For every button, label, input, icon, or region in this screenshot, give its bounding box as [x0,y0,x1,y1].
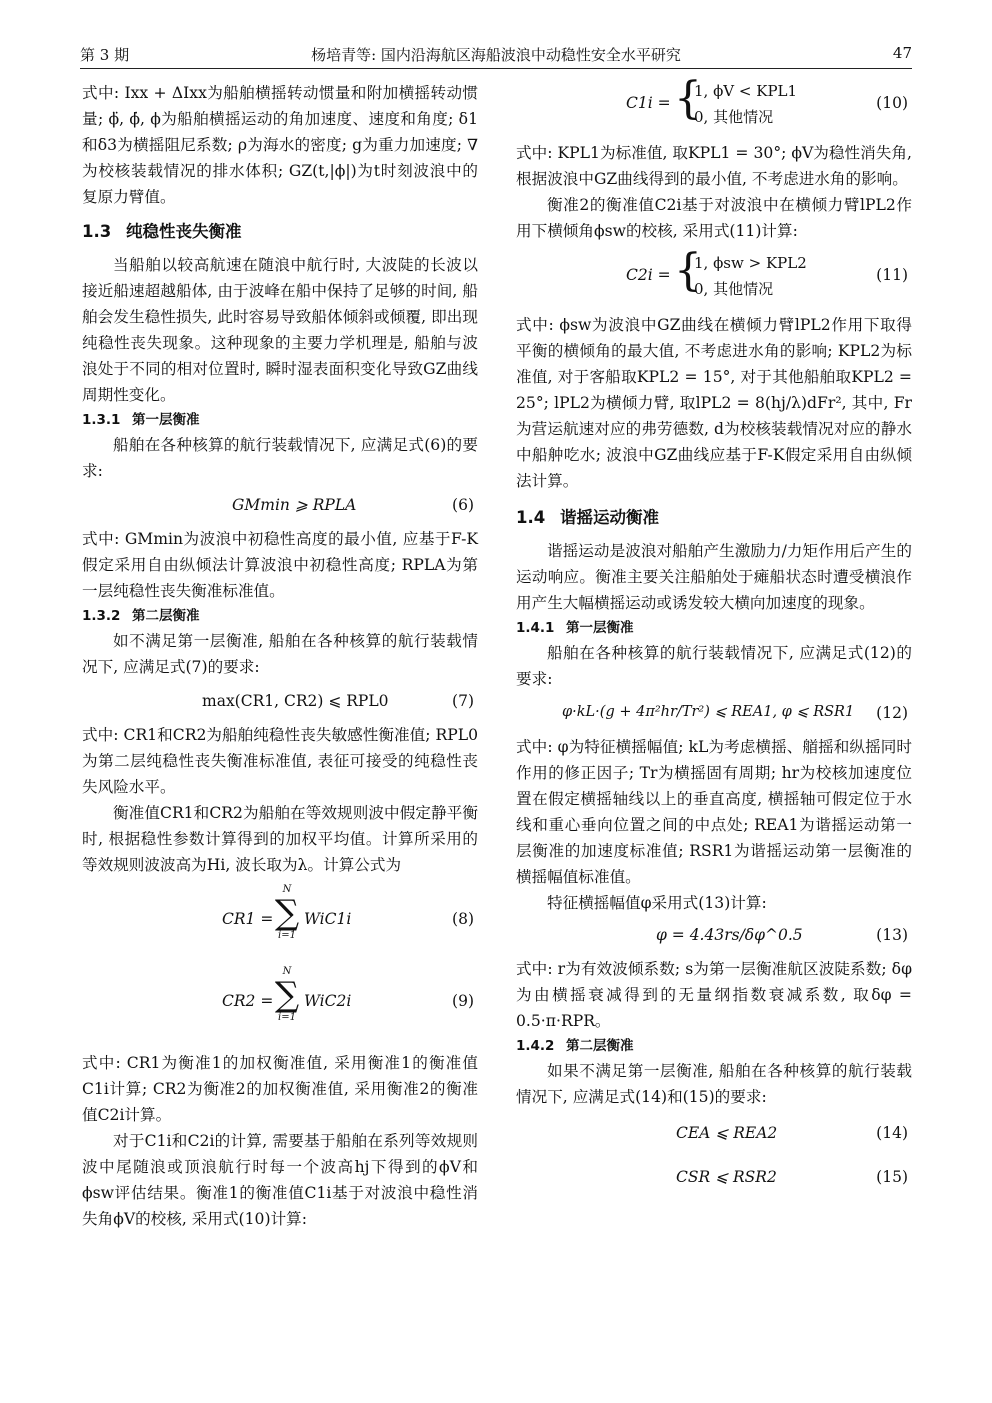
equation-10: C1i = { 1, ϕV < KPL1 0, 其他情况 (10) [626,73,908,126]
subsection-heading-1-4-1: 1.4.1 第一层衡准 [516,620,634,636]
paragraph: 如果不满足第一层衡准, 船舶在各种核算的航行装载情况下, 应满足式(14)和(15)的要求: [516,1062,912,1106]
subsection-heading-1-4-2: 1.4.2 第二层衡准 [516,1038,634,1054]
paragraph: 式中: r为有效波倾系数; s为第一层衡准航区波陡系数; δφ为由横摇衰减得到的无量纲指数衰减系数, 取δφ = 0.5·π·RPR。 [516,960,912,1030]
brace: { [674,73,702,124]
summation-sign: N ∑ i=1 [274,884,300,941]
equation-9: CR2 = N ∑ i=1 WiC2i (9) [222,966,474,1023]
equation-14: CEA ⩽ REA2 (14) [676,1124,908,1142]
page-number: 47 [892,44,912,62]
paragraph: 对于C1i和C2i的计算, 需要基于船舶在系列等效规则波中尾随浪或顶浪航行时每一个波高hj下得到的ϕV和ϕsw评估结果。衡准1的衡准值C1i基于对波浪中稳性消失角ϕV的校核, 采用式(10)计算: [82,1132,478,1228]
paragraph: 式中: ϕsw为波浪中GZ曲线在横倾力臂lPL2作用下取得平衡的横倾角的最大值, 不考虑进水角的影响; KPL2为标准值, 对于客船取KPL2 = 15°, 对于其他船舶取KPL2 = 25°; lPL2为横倾力臂, 取lPL2 = 8(hj/λ)dFr², 其中, Fr为营运航速对应的弗劳德数, d为校核装载情况对应的静水中船舯吃水; 波浪中GZ曲线应基于F-K假定采用自由纵倾法计算。 [516,316,912,490]
paragraph: 式中: φ为特征横摇幅值; kL为考虑横摇、艏摇和纵摇同时作用的修正因子; Tr为横摇固有周期; hr为校核加速度位置在假定横摇轴线以上的垂直高度, 横摇轴可假定位于水线和重心垂向位置之间的中点处; REA1为谐摇运动第一层衡准的加速度标准值; RSR1为谐摇运动第一层衡准的横摇幅值标准值。 [516,738,912,886]
equation-15: CSR ⩽ RSR2 (15) [676,1168,908,1186]
paragraph: 谐摇运动是波浪对船舶产生激励力/力矩作用后产生的运动响应。衡准主要关注船舶处于瘫船状态时遭受横浪作用产生大幅横摇运动或诱发较大横向加速度的现象。 [516,542,912,612]
equation-6: GMmin ⩾ RPLA (6) [232,496,474,514]
equation-7: max(CR1, CR2) ⩽ RPL0 (7) [202,692,474,710]
issue-number: 第 3 期 [80,46,130,64]
paragraph: 式中: GMmin为波浪中初稳性高度的最小值, 应基于F-K假定采用自由纵倾法计算波浪中初稳性高度; RPLA为第一层纯稳性丧失衡准标准值。 [82,530,478,600]
equation-13: φ = 4.43rs/δφ^0.5 (13) [656,926,908,944]
subsection-heading-1-3-2: 1.3.2 第二层衡准 [82,608,200,624]
section-heading-1-3: 1.3 纯稳性丧失衡准 [82,222,242,241]
section-heading-1-4: 1.4 谐摇运动衡准 [516,508,659,527]
brace: { [674,245,702,296]
paragraph: 特征横摇幅值φ采用式(13)计算: [547,894,767,912]
right-column [516,73,912,1194]
subsection-heading-1-3-1: 1.3.1 第一层衡准 [82,412,200,428]
running-title: 杨培青等: 国内沿海航区海船波浪中动稳性安全水平研究 [311,46,681,64]
paragraph: 式中: CR1为衡准1的加权衡准值, 采用衡准1的衡准值C1i计算; CR2为衡准2的加权衡准值, 采用衡准2的衡准值C2i计算。 [82,1054,478,1124]
paragraph: 式中: CR1和CR2为船舶纯稳性丧失敏感性衡准值; RPL0为第二层纯稳性丧失衡准标准值, 表征可接受的纯稳性丧失风险水平。 [82,726,478,796]
paragraph: 式中: Ixx + ΔIxx为船舶横摇转动惯量和附加横摇转动惯量; ϕ̈, ϕ̇, ϕ为船舶横摇运动的角加速度、速度和角度; δ1和δ3为横摇阻尼系数; ρ为海水的密度; g为重力加速度; ∇为校核装载情况的排水体积; GZ(t,|ϕ|)为t时刻波浪中的复原力臂值。 [82,84,478,206]
running-header [80,40,912,69]
equation-11: C2i = { 1, ϕsw > KPL2 0, 其他情况 (11) [626,245,908,298]
equation-8: CR1 = N ∑ i=1 WiC1i (8) [222,884,474,941]
paragraph: 式中: KPL1为标准值, 取KPL1 = 30°; ϕV为稳性消失角, 根据波浪中GZ曲线得到的最小值, 不考虑进水角的影响。 [516,144,912,188]
paragraph: 船舶在各种核算的航行装载情况下, 应满足式(12)的要求: [516,644,912,688]
summation-sign: N ∑ i=1 [274,966,300,1023]
paragraph: 衡准2的衡准值C2i基于对波浪中在横倾力臂lPL2作用下横倾角ϕsw的校核, 采用式(11)计算: [516,196,912,240]
paragraph: 衡准值CR1和CR2为船舶在等效规则波中假定静平衡时, 根据稳性参数计算得到的加权平均值。计算所采用的等效规则波波高为Hi, 波长取为λ。计算公式为 [82,804,478,874]
left-column [82,80,478,1232]
paragraph: 如不满足第一层衡准, 船舶在各种核算的航行装载情况下, 应满足式(7)的要求: [82,632,478,676]
paragraph: 当船舶以较高航速在随浪中航行时, 大波陡的长波以接近船速超越船体, 由于波峰在船中保持了足够的时间, 船舶会发生稳性损失, 此时容易导致船体倾斜或倾覆, 即出现纯稳性丧失现象。这种现象的主要力学机理是, 船舶与波浪处于不同的相对位置时, 瞬时湿表面积变化导致GZ曲线周期性变化。 [82,256,478,404]
equation-12: φ·kL·(g + 4π²hr/Tr²) ⩽ REA1, φ ⩽ RSR1 (12) [562,704,908,722]
paragraph: 船舶在各种核算的航行装载情况下, 应满足式(6)的要求: [82,436,478,480]
